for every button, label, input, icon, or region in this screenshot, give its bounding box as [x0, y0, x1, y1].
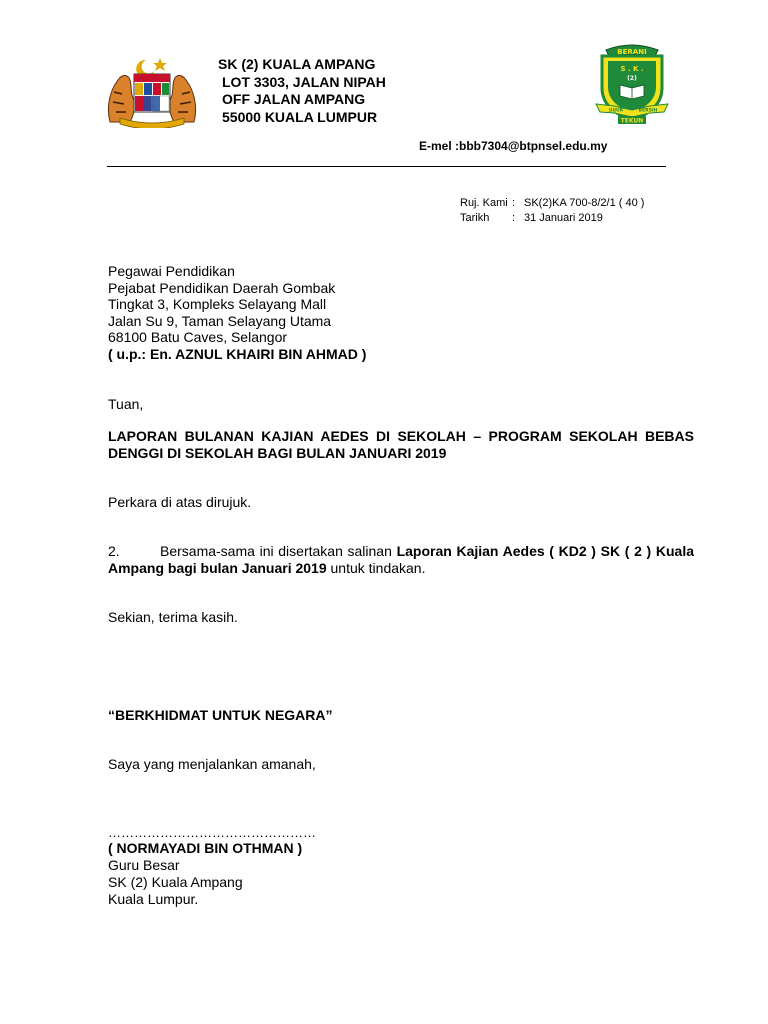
- date-row: [460, 211, 644, 226]
- school-email: E-mel :bbb7304@btpnsel.edu.my: [419, 139, 608, 153]
- address-line: LOT 3303, JALAN NIPAH: [222, 73, 386, 90]
- ruj-label: Ruj. Kami: [460, 197, 508, 209]
- svg-text:S . K .: S . K .: [620, 65, 644, 73]
- paragraph-2-text: Bersama-sama ini disertakan salinan: [160, 543, 397, 559]
- recipient-line: 68100 Batu Caves, Selangor: [108, 329, 288, 345]
- recipient-address: [108, 263, 366, 362]
- recipient-line: Pejabat Pendidikan Daerah Gombak: [108, 279, 336, 296]
- signatory-name: ( NORMAYADI BIN OTHMAN ): [108, 840, 303, 856]
- paragraph-2: [108, 543, 694, 576]
- address-line: OFF JALAN AMPANG: [222, 91, 366, 107]
- address-line: SK (2) KUALA AMPANG: [218, 56, 376, 72]
- tarikh-separator: :: [512, 212, 516, 224]
- paragraph-2-text-end: untuk tindakan.: [326, 559, 426, 576]
- coat-of-arms-logo: [104, 52, 200, 128]
- svg-text:JUJUR: JUJUR: [608, 108, 624, 114]
- svg-text:TEKUN: TEKUN: [620, 117, 644, 124]
- school-badge-logo: [592, 40, 672, 124]
- school-address: [218, 56, 386, 126]
- salutation: Tuan,: [108, 396, 144, 412]
- paragraph-2-bold-text: Laporan Kajian Aedes ( KD2 ) SK ( 2 ) Kuala Ampang bagi bulan Januari 2019: [108, 543, 694, 576]
- ruj-separator: :: [512, 197, 516, 209]
- signatory-city: Kuala Lumpur.: [108, 891, 199, 907]
- recipient-line: Tingkat 3, Kompleks Selayang Mall: [108, 296, 327, 312]
- recipient-line: Pegawai Pendidikan: [108, 263, 235, 279]
- letter-subject: LAPORAN BULANAN KAJIAN AEDES DI SEKOLAH – PROGRAM SEKOLAH BEBAS DENGGI DI SEKOLAH BAGI BULAN JANUARI 2019: [108, 428, 694, 461]
- signature-line: …………………………………………: [108, 825, 316, 840]
- motto: “BERKHIDMAT UNTUK NEGARA”: [108, 707, 333, 723]
- signature-block: [108, 826, 316, 908]
- header-divider: [107, 166, 666, 167]
- paragraph-number: 2.: [108, 543, 120, 559]
- recipient-line: Jalan Su 9, Taman Selayang Utama: [108, 312, 332, 329]
- tarikh-value: 31 Januari 2019: [524, 212, 603, 224]
- recipient-attention: ( u.p.: En. AZNUL KHAIRI BIN AHMAD ): [108, 345, 367, 362]
- tarikh-label: Tarikh: [460, 212, 490, 224]
- paragraph-1: Perkara di atas dirujuk.: [108, 494, 252, 510]
- trust-line: Saya yang menjalankan amanah,: [108, 756, 316, 772]
- svg-text:(2): (2): [627, 75, 637, 82]
- ruj-value: SK(2)KA 700-8/2/1 ( 40 ): [524, 197, 645, 209]
- svg-text:BERSIH: BERSIH: [638, 108, 658, 114]
- svg-text:BERANI: BERANI: [617, 48, 647, 56]
- address-line: 55000 KUALA LUMPUR: [222, 108, 378, 125]
- signatory-school: SK (2) Kuala Ampang: [108, 874, 243, 890]
- reference-row: [460, 196, 644, 211]
- reference-block: [460, 196, 644, 226]
- closing-line: Sekian, terima kasih.: [108, 609, 238, 625]
- signatory-title: Guru Besar: [108, 857, 180, 873]
